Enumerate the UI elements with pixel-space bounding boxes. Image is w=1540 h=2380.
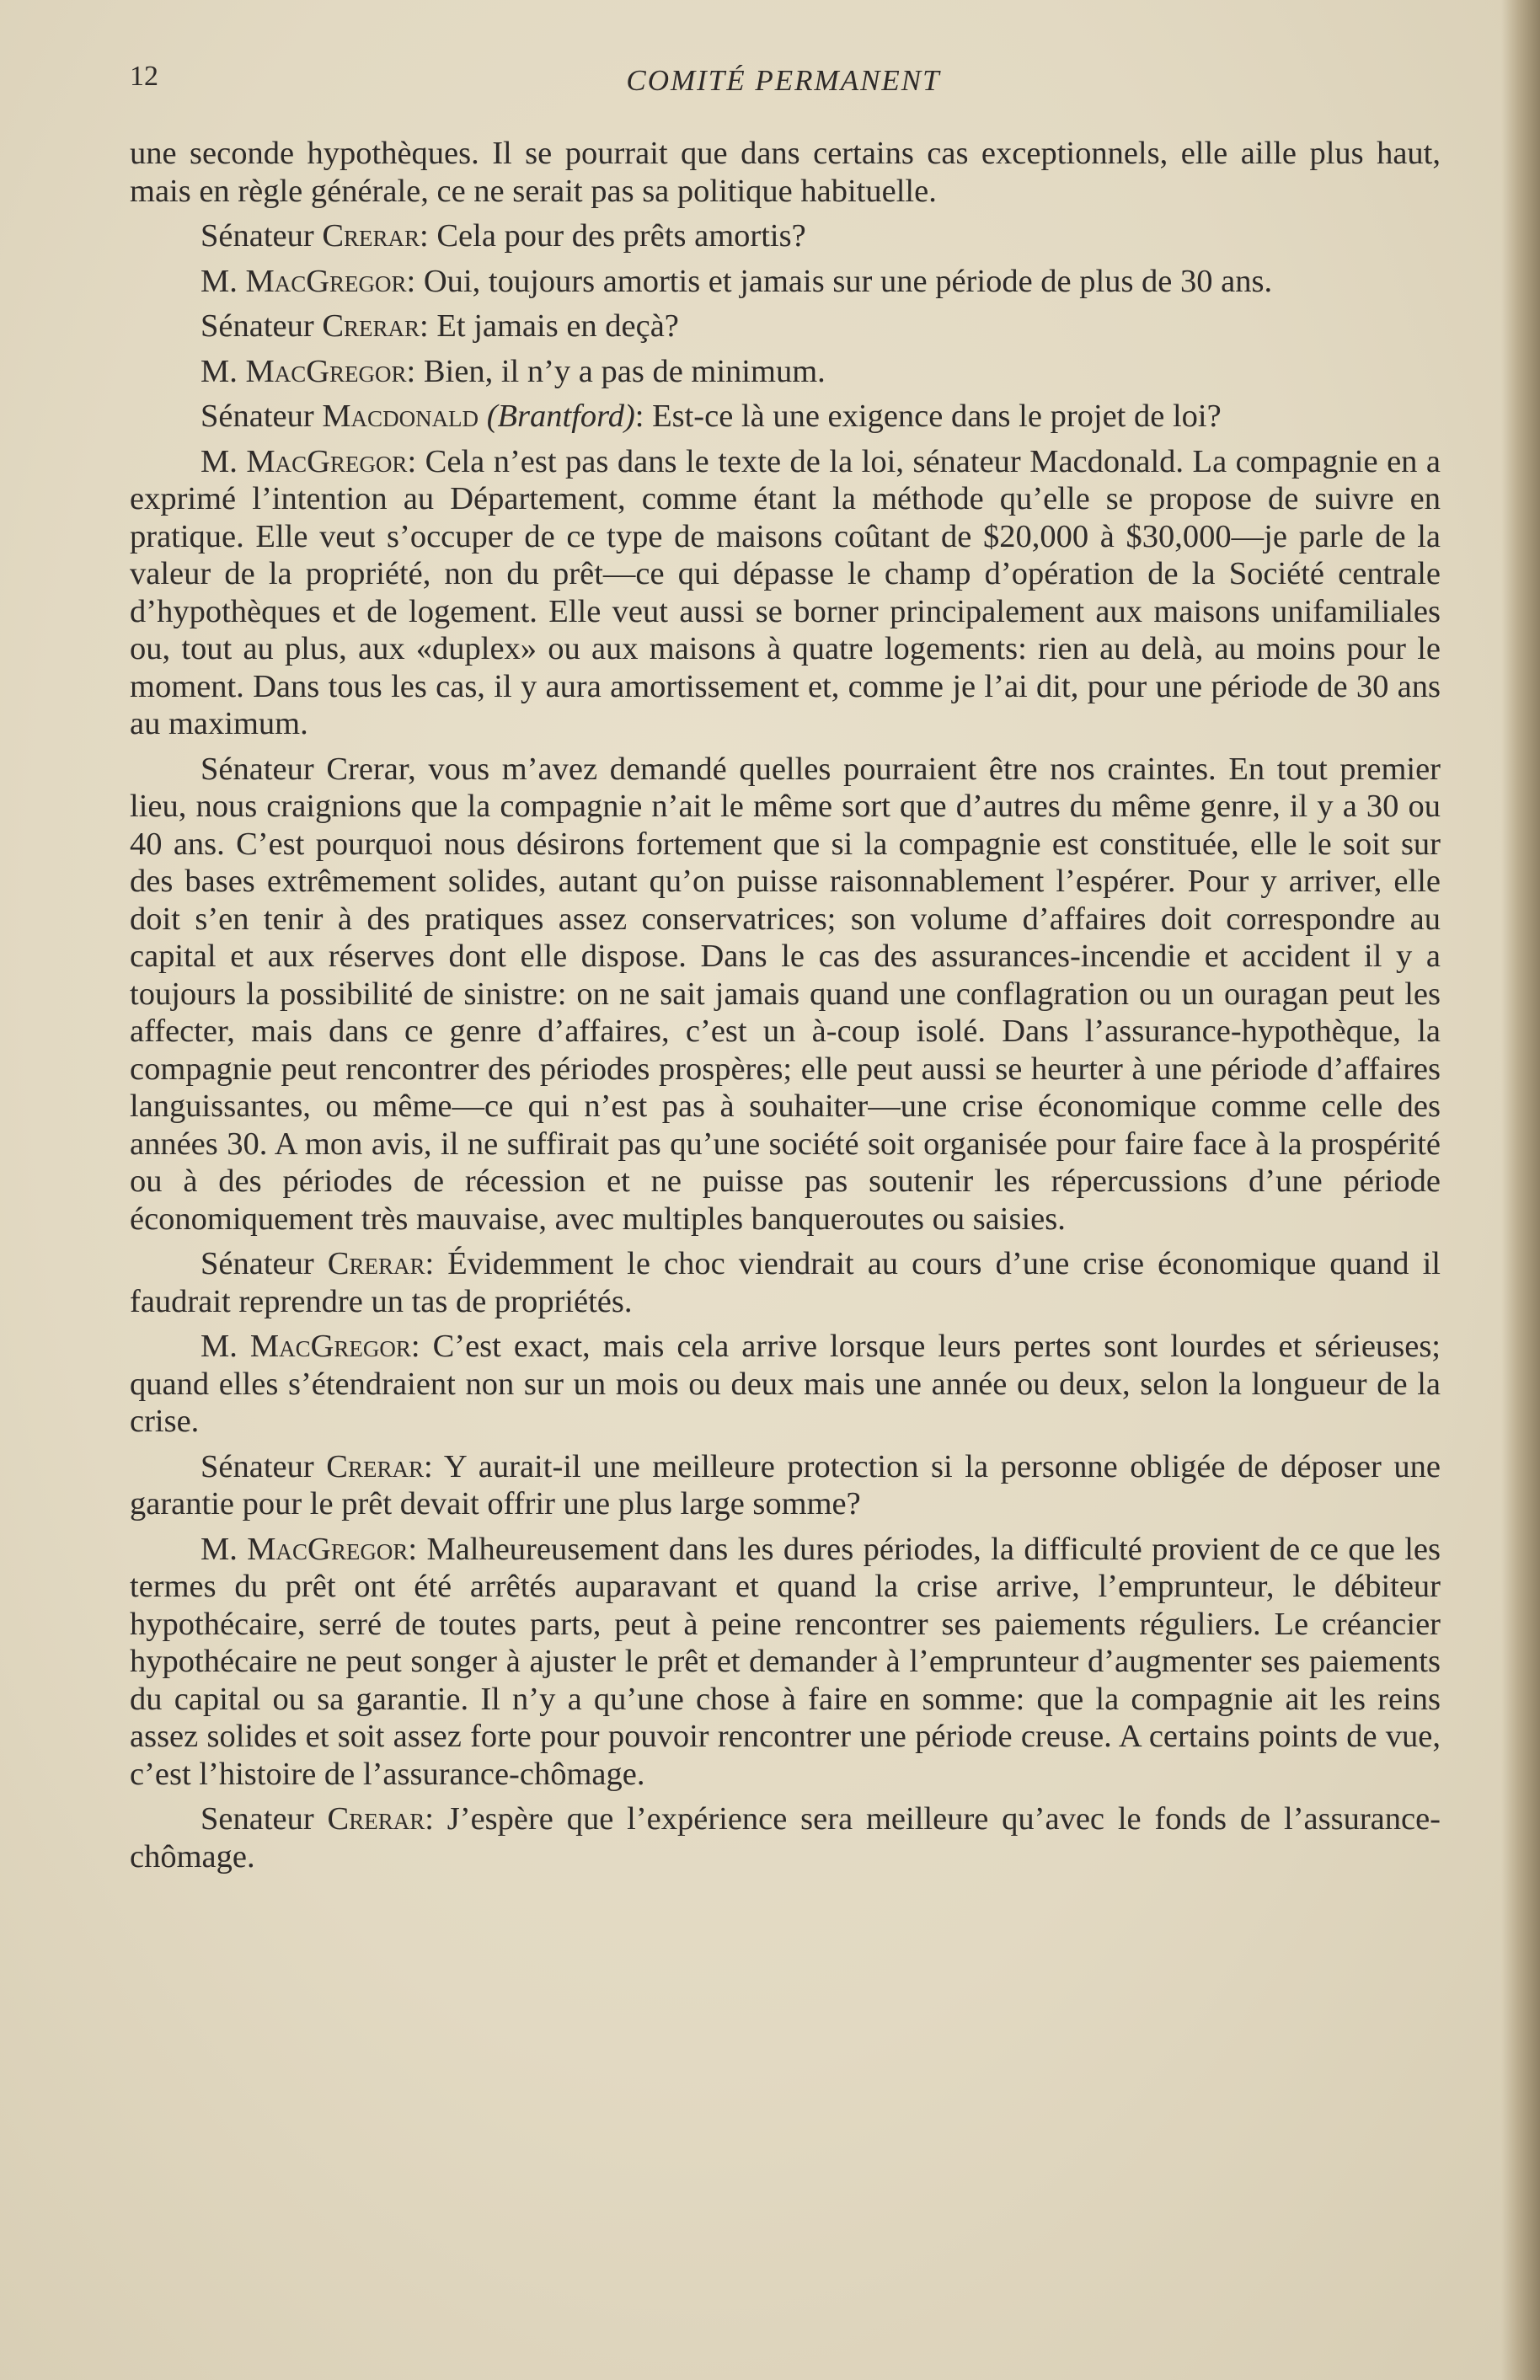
paragraph-text: : Évidemment le choc viendrait au cours d’une crise économique quand il faudrait reprendre un tas de propriétés. xyxy=(130,1246,1441,1319)
speaker-name: MacGregor xyxy=(247,1531,409,1567)
paragraph-1 xyxy=(130,135,1441,210)
speaker-name: Crerar xyxy=(327,1801,425,1837)
running-title: COMITÉ PERMANENT xyxy=(626,64,941,97)
paragraph-text: : Cela n’est pas dans le texte de la loi, sénateur Macdonald. La compagnie en a exprimé l’intention au Département, comme étant la méthode qu’elle se propose de suivre en pratique. Elle veut s’occuper de ce type de maisons coûtant de $20,000 à $30,000—je parle de la valeur de la propriété, non du prêt—ce qui dépasse le champ d’opération de la Société centrale d’hypothèques et de logement. Elle veut aussi se borner principalement aux maisons unifamiliales ou, tout au plus, aux «duplex» ou aux maisons à quatre logements: rien au delà, au moins pour le moment. Dans tous les cas, il y aura amortissement et, comme je l’ai dit, pour une période de 30 ans au maximum. xyxy=(130,443,1441,741)
speaker-prefix: Sénateur xyxy=(201,308,323,344)
speaker-prefix: M. xyxy=(201,263,246,299)
paragraph-text: : Oui, toujours amortis et jamais sur une période de plus de 30 ans. xyxy=(406,263,1273,299)
speaker-name: Crerar xyxy=(322,218,420,254)
paragraph-text: : Malheureusement dans les dures périodes, la difficulté provient de ce que les termes du prêt ont été arrêtés auparavant et quand la crise arrive, l’emprunteur, le débiteur hypothécaire, serré de toutes parts, peut à peine rencontrer ses paiements réguliers. Le créancier hypothécaire ne peut songer à ajuster le prêt et demander à l’emprunteur d’augmenter ses paiements du capital ou sa garantie. Il n’y a qu’une chose à faire en somme: que la compagnie ait les reins assez solides et soit assez forte pour pouvoir rencontrer une période creuse. A certains points de vue, c’est l’histoire de l’assurance-chômage. xyxy=(130,1531,1441,1792)
paragraph-text: une seconde hypothèques. Il se pourrait que dans certains cas exceptionnels, elle aille plus haut, mais en règle générale, ce ne serait pas sa politique habituelle. xyxy=(130,136,1441,209)
page-edge-shadow xyxy=(1501,0,1540,2380)
speaker-name: MacGregor xyxy=(249,1329,411,1364)
paragraph-6 xyxy=(130,398,1441,436)
paragraph-text: : Et jamais en deçà? xyxy=(420,308,679,344)
paragraph-text: : Bien, il n’y a pas de minimum. xyxy=(406,353,826,389)
paragraph-12 xyxy=(130,1531,1441,1794)
speaker-name: MacGregor xyxy=(245,353,407,389)
paragraph-text: : C’est exact, mais cela arrive lorsque leurs pertes sont lourdes et sérieuses; quand elles s’étendraient non sur un mois ou deux mais une année ou deux, selon la longueur de la crise. xyxy=(130,1329,1441,1439)
speaker-prefix: M. xyxy=(201,353,246,389)
paragraph-text: : J’espère que l’expérience sera meilleure qu’avec le fonds de l’assurance-chômage. xyxy=(130,1801,1441,1875)
paragraph-3 xyxy=(130,263,1441,301)
speaker-name: Crerar xyxy=(327,1246,425,1281)
speaker-name: Macdonald xyxy=(322,398,479,434)
paragraph-9 xyxy=(130,1245,1441,1320)
speaker-name: Crerar xyxy=(326,1448,424,1484)
page-number: 12 xyxy=(130,61,158,92)
speaker-name: Crerar xyxy=(322,308,420,344)
paragraph-13 xyxy=(130,1800,1441,1875)
speaker-prefix: M. xyxy=(201,1329,250,1364)
speaker-riding: (Brantford) xyxy=(479,398,635,434)
paragraph-text: Sénateur Crerar, vous m’avez demandé quelles pourraient être nos craintes. En tout premier lieu, nous craignions que la compagnie n’ait le même sort que d’autres du même genre, il y a 30 ou 40 ans. C’est pourquoi nous désirons fortement que si la compagnie est constituée, elle le soit sur des bases extrêmement solides, autant qu’on puisse raisonnablement l’espérer. Pour y arriver, elle doit s’en tenir à des pratiques assez conservatrices; son volume d’affaires doit correspondre au capital et aux réserves dont elle dispose. Dans le cas des assurances-incendie et accident il y a toujours la possibilité de sinistre: on ne sait jamais quand une conflagration ou un ouragan peut les affecter, mais dans ce genre d’affaires, c’est un à-coup isolé. Dans l’assurance-hypothèque, la compagnie peut rencontrer des périodes prospères; elle peut aussi se heurter à une période d’affaires languissantes, ou même—ce qui n’est pas à souhaiter—une crise économique comme celle des années 30. A mon avis, il ne suffirait pas qu’une société soit organisée pour faire face à la prospérité ou à des périodes de récession et ne puisse pas soutenir les répercussions d’une période économiquement très mauvaise, avec multiples banqueroutes ou saisies. xyxy=(130,751,1441,1237)
speaker-prefix: Sénateur xyxy=(201,398,323,434)
speaker-prefix: M. xyxy=(201,443,247,479)
paragraph-text: : Y aurait-il une meilleure protection si la personne obligée de déposer une garantie pour le prêt devait offrir une plus large somme? xyxy=(130,1448,1441,1522)
paragraph-text: : Cela pour des prêts amortis? xyxy=(420,218,806,254)
paragraph-7 xyxy=(130,443,1441,743)
body-text xyxy=(130,135,1441,1883)
paragraph-text: : Est-ce là une exigence dans le projet de loi? xyxy=(634,398,1222,434)
paragraph-8 xyxy=(130,751,1441,1238)
paragraph-4 xyxy=(130,308,1441,345)
speaker-prefix: Senateur xyxy=(201,1801,328,1837)
speaker-prefix: Sénateur xyxy=(201,1246,328,1281)
speaker-prefix: Sénateur xyxy=(201,218,323,254)
speaker-prefix: M. xyxy=(201,1531,248,1567)
speaker-prefix: Sénateur xyxy=(201,1448,327,1484)
paragraph-10 xyxy=(130,1328,1441,1441)
speaker-name: MacGregor xyxy=(246,443,408,479)
page-header xyxy=(126,61,1441,111)
paragraph-11 xyxy=(130,1448,1441,1523)
paragraph-5 xyxy=(130,353,1441,391)
speaker-name: MacGregor xyxy=(245,263,407,299)
paragraph-2 xyxy=(130,217,1441,255)
